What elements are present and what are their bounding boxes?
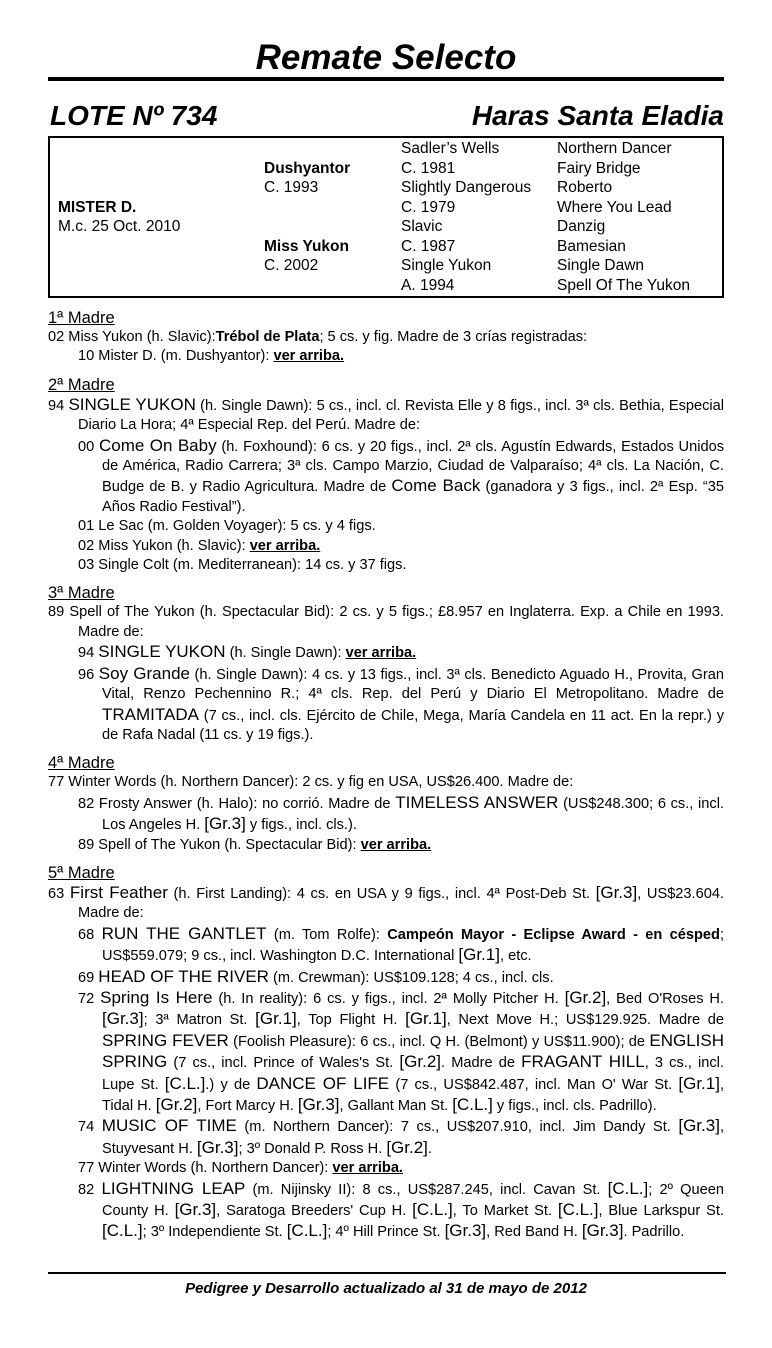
see-above-link: ver arriba. (273, 348, 345, 365)
entry-text: (7 cs., incl. cls. Ejército de Chile, Mega, María Candela en 11 act. En la repr.) y de Rafa Nadal (11 cs. y 19 figs.). (102, 707, 724, 743)
grade-badge: [Gr.3] (581, 1221, 624, 1241)
grade-badge: [Gr.3] (444, 1221, 487, 1241)
grade-badge: [Gr.2] (155, 1095, 198, 1114)
entry-text: ; 3º Donald P. Ross H. (238, 1140, 387, 1157)
family-entry (48, 1116, 724, 1159)
entry-text: . Madre de (441, 1055, 522, 1072)
ancestor: Fairy Bridge (557, 160, 641, 177)
horse-highlight: TIMELESS ANSWER (395, 792, 559, 812)
entry-text: , Fort Marcy H. (197, 1098, 298, 1114)
grade-badge: [Gr.3] (204, 814, 246, 834)
entry-text: ; 3ª Matron St. (143, 1012, 256, 1029)
grade-badge: [Gr.3] (678, 1116, 720, 1136)
horse-highlight: Spring Is Here (100, 987, 213, 1007)
family-entry (48, 988, 724, 1116)
entry-text: , Red Band H. (486, 1224, 582, 1241)
ancestor: Bamesian (557, 238, 626, 255)
dam-name: Miss Yukon (264, 238, 349, 255)
family-entry: 01 Le Sac (m. Golden Voyager): 5 cs. y 4 figs. (78, 518, 376, 535)
family-entry (48, 436, 724, 518)
grade-badge: [C.L.] (412, 1200, 453, 1220)
grade-badge: [Gr.1] (405, 1009, 447, 1029)
horse-highlight: SINGLE YUKON (68, 394, 196, 414)
grade-badge: [C.L.] (557, 1200, 599, 1220)
entry-text: .) y de (205, 1076, 257, 1093)
family-entry (48, 328, 724, 347)
section-heading: 5ª Madre (48, 863, 115, 882)
ancestor: Spell Of The Yukon (557, 277, 690, 294)
sire-year: C. 1993 (264, 179, 319, 196)
horse-highlight: ENGLISH SPRING (102, 1030, 724, 1072)
entry-text: , etc. (499, 948, 532, 965)
entry-text: , Gallant Man St. (339, 1098, 453, 1114)
entry-text: (h. Single Dawn): (225, 645, 346, 662)
section-heading: 4ª Madre (48, 754, 115, 773)
grade-badge: [Gr.3] (196, 1137, 239, 1157)
family-entry: 03 Single Colt (m. Mediterranean): 14 cs. y 37 figs. (78, 557, 407, 574)
entry-text: ; 4º Hill Prince St. (327, 1224, 445, 1241)
entry-text: , Saratoga Breeders' Cup H. (216, 1203, 413, 1220)
horse-highlight: HEAD OF THE RIVER (98, 966, 269, 986)
entry-text: , US$23.604. Madre de: (78, 885, 724, 922)
granddam-year: C. 1979 (401, 199, 456, 216)
grade-badge: [Gr.2] (564, 987, 607, 1007)
grade-badge: [Gr.2] (399, 1052, 441, 1072)
grade-badge: [Gr.3] (595, 882, 638, 902)
grade-badge: [Gr.3] (174, 1200, 217, 1220)
grade-badge: [Gr.1] (255, 1009, 297, 1029)
damsire-year: C. 1987 (401, 238, 456, 255)
entry-text: 89 Spell of The Yukon (h. Spectacular Bid): (78, 836, 361, 853)
entry-text: , Top Flight H. (296, 1012, 406, 1029)
entry-text: 00 (78, 438, 99, 455)
entry-text: 63 (48, 885, 70, 902)
family-entry (48, 883, 724, 924)
horse-highlight: FRAGANT HILL (521, 1052, 645, 1072)
entry-text: (m. Crewman): US$109.128; 4 cs., incl. cls. (268, 969, 554, 986)
page-title: Remate Selecto (255, 38, 517, 77)
entry-text: (Foolish Pleasure): 6 cs., incl. Q H. (Belmont) y US$11.900); de (228, 1033, 650, 1050)
grade-badge: [Gr.1] (458, 945, 500, 965)
see-above-link: ver arriba. (360, 836, 432, 853)
grade-badge: [C.L.] (164, 1073, 206, 1093)
horse-highlight: MUSIC OF TIME (101, 1116, 237, 1136)
family-entry (48, 836, 724, 855)
entry-text: (h. Single Dawn): 5 cs., incl. cl. Revista Elle y 8 figs., incl. 3ª cls. Bethia, Especial Diario La Hora; 4ª Especial Rep. del Perú. Madre de: (78, 397, 725, 434)
ancestor: Single Dawn (557, 257, 645, 274)
horse-highlight: Come On Baby (98, 435, 217, 455)
see-above-link: ver arriba. (249, 537, 321, 554)
section-heading: 2ª Madre (48, 375, 115, 394)
grandsire-name: Sadler’s Wells (401, 140, 500, 157)
breeder-name: Haras Santa Eladia (471, 100, 724, 131)
horse-highlight: LIGHTNING LEAP (101, 1178, 246, 1198)
family-entry (48, 537, 724, 556)
damsire-name: Slavic (401, 218, 443, 235)
entry-text: 96 (78, 666, 99, 683)
entry-text: 82 (78, 1181, 102, 1198)
entry-text: ; 5 cs. y fig. Madre de 3 crías registradas: (319, 329, 588, 345)
grade-badge: [C.L.] (607, 1178, 649, 1198)
entry-text: (US$248.300; 6 cs., incl. Los Angeles H. (102, 795, 724, 834)
sire-name: Dushyantor (264, 160, 351, 177)
entry-text: , To Market St. (452, 1203, 558, 1220)
entry-text: y figs., incl. cls. Padrillo). (492, 1098, 657, 1114)
entry-text: ; 2º Queen County H. (102, 1181, 724, 1220)
family-entry (48, 967, 724, 988)
entry-text: (h. Single Dawn): 4 cs. y 13 figs., incl. 3ª cls. Benedicto Aguado H., Provita, Gran Vital, Renzo Pechennino R.; 4ª cls. Rep. del Perú y Diario El Metropolitano. Madre de (102, 666, 724, 703)
entry-text: . (427, 1140, 432, 1157)
family-entry (48, 1159, 724, 1178)
family-entry: 77 Winter Words (h. Northern Dancer): 2 cs. y fig en USA, US$26.400. Madre de: (48, 774, 574, 791)
family-entry (48, 347, 724, 366)
lot-number: LOTE Nº 734 (50, 100, 218, 131)
horse-info: M.c. 25 Oct. 2010 (58, 218, 181, 235)
horse-highlight: SINGLE YUKON (98, 642, 226, 662)
entry-text: , 3 cs., incl. Lupe St. (102, 1055, 724, 1093)
entry-text: 02 Miss Yukon (h. Slavic): (48, 329, 216, 345)
horse-highlight: Come Back (391, 476, 481, 496)
entry-text: 82 Frosty Answer (h. Halo): no corrió. Madre de (78, 795, 396, 812)
grade-badge: [C.L.] (452, 1095, 493, 1114)
horse-name: MISTER D. (58, 199, 137, 216)
entry-text: 72 (78, 990, 101, 1007)
granddam2-year: A. 1994 (401, 277, 455, 294)
entry-text: y figs., incl. cls.). (245, 817, 357, 834)
entry-text: 68 (78, 926, 102, 943)
entry-text: 94 (78, 645, 99, 662)
ancestor: Northern Dancer (557, 140, 672, 157)
footer-note: Pedigree y Desarrollo actualizado al 31 de mayo de 2012 (185, 1280, 587, 1297)
grade-badge: [Gr.2] (386, 1137, 428, 1157)
entry-text: (h. Foxhound): 6 cs. y 20 figs., incl. 2ª cls. Agustín Edwards, Estados Unidos de América, Radio Carrera; 3ª cls. Campo Marzio, Ciudad de Valparaíso; 4ª cls. La Nación, C. Budge de B. y Radio Agricultura. Madre de (102, 438, 724, 496)
family-body (48, 308, 724, 1243)
pedigree-table (48, 136, 724, 298)
title-rule (48, 77, 724, 81)
grade-badge: [C.L.] (102, 1221, 143, 1241)
family-entry (48, 924, 724, 967)
family-entry: 89 Spell of The Yukon (h. Spectacular Bid): 2 cs. y 5 figs.; £8.957 en Inglaterra. Exp. a Chile en 1993. Madre de: (48, 604, 724, 640)
entry-text: (ganadora y 3 figs., incl. 2ª Esp. “35 Años Radio Festival”). (102, 479, 725, 515)
family-entry (48, 664, 724, 746)
horse-highlight: RUN THE GANTLET (101, 923, 267, 943)
granddam-name: Slightly Dangerous (401, 179, 532, 196)
ancestor: Danzig (557, 218, 606, 235)
granddam2-name: Single Yukon (401, 257, 492, 274)
section-heading: 3ª Madre (48, 584, 115, 603)
entry-text: (h. First Landing): 4 cs. en USA y 9 figs., incl. 4ª Post-Deb St. (167, 885, 596, 902)
entry-text: ; 3º Independiente St. (142, 1224, 287, 1241)
entry-text: , Tidal H. (102, 1076, 725, 1114)
entry-text: (m. Nijinsky II): 8 cs., US$287.245, incl. Cavan St. (245, 1181, 608, 1198)
grade-badge: [C.L.] (286, 1221, 328, 1241)
grade-badge: [Gr.3] (297, 1095, 340, 1114)
family-entry (48, 642, 724, 663)
entry-text: 94 (48, 397, 69, 414)
horse-highlight: First Feather (69, 882, 168, 902)
section-heading: 1ª Madre (48, 309, 115, 327)
grade-badge: [Gr.3] (102, 1009, 144, 1029)
horse-highlight: DANCE OF LIFE (256, 1073, 390, 1093)
dam-year: C. 2002 (264, 257, 319, 274)
horse-highlight: TRAMITADA (102, 704, 199, 724)
entry-text: (m. Tom Rolfe): (266, 926, 388, 943)
family-entry (48, 793, 724, 836)
family-entry (48, 1179, 724, 1243)
entry-text: 69 (78, 969, 99, 986)
entry-text: . Padrillo. (623, 1224, 685, 1241)
horse-highlight: SPRING FEVER (102, 1030, 229, 1050)
entry-text: (7 cs., incl. Prince of Wales's St. (167, 1055, 400, 1072)
entry-text: 74 (78, 1119, 102, 1136)
entry-highlight: Campeón Mayor - Eclipse Award - en césped (387, 926, 720, 943)
grandsire-year: C. 1981 (401, 160, 456, 177)
see-above-link: ver arriba. (332, 1160, 403, 1177)
footer-rule (48, 1272, 726, 1274)
entry-text: , Blue Larkspur St. (598, 1203, 724, 1220)
see-above-link: ver arriba. (345, 645, 417, 662)
horse-highlight: Soy Grande (98, 663, 190, 683)
entry-text: 02 Miss Yukon (h. Slavic): (78, 537, 250, 554)
ancestor: Where You Lead (557, 199, 672, 216)
family-entry (48, 395, 724, 436)
entry-text: (m. Northern Dancer): 7 cs., US$207.910, incl. Jim Dandy St. (236, 1119, 679, 1136)
ancestor: Roberto (557, 179, 613, 196)
entry-text: (h. In reality): 6 cs. y figs., incl. 2ª Molly Pitcher H. (212, 990, 565, 1007)
grade-badge: [Gr.1] (678, 1073, 720, 1093)
entry-text: ; US$559.079; 9 cs., incl. Washington D.C. International (102, 926, 724, 965)
entry-text: 77 Winter Words (h. Northern Dancer): (78, 1160, 333, 1177)
entry-highlight: Trébol de Plata (215, 329, 320, 345)
entry-text: , Stuyvesant H. (102, 1119, 724, 1157)
entry-text: , Next Move H.; US$129.925. Madre de (446, 1012, 724, 1029)
entry-text: 10 Mister D. (m. Dushyantor): (78, 348, 274, 365)
entry-text: , Bed O'Roses H. (606, 990, 724, 1007)
entry-text: (7 cs., US$842.487, incl. Man O' War St. (389, 1076, 679, 1093)
